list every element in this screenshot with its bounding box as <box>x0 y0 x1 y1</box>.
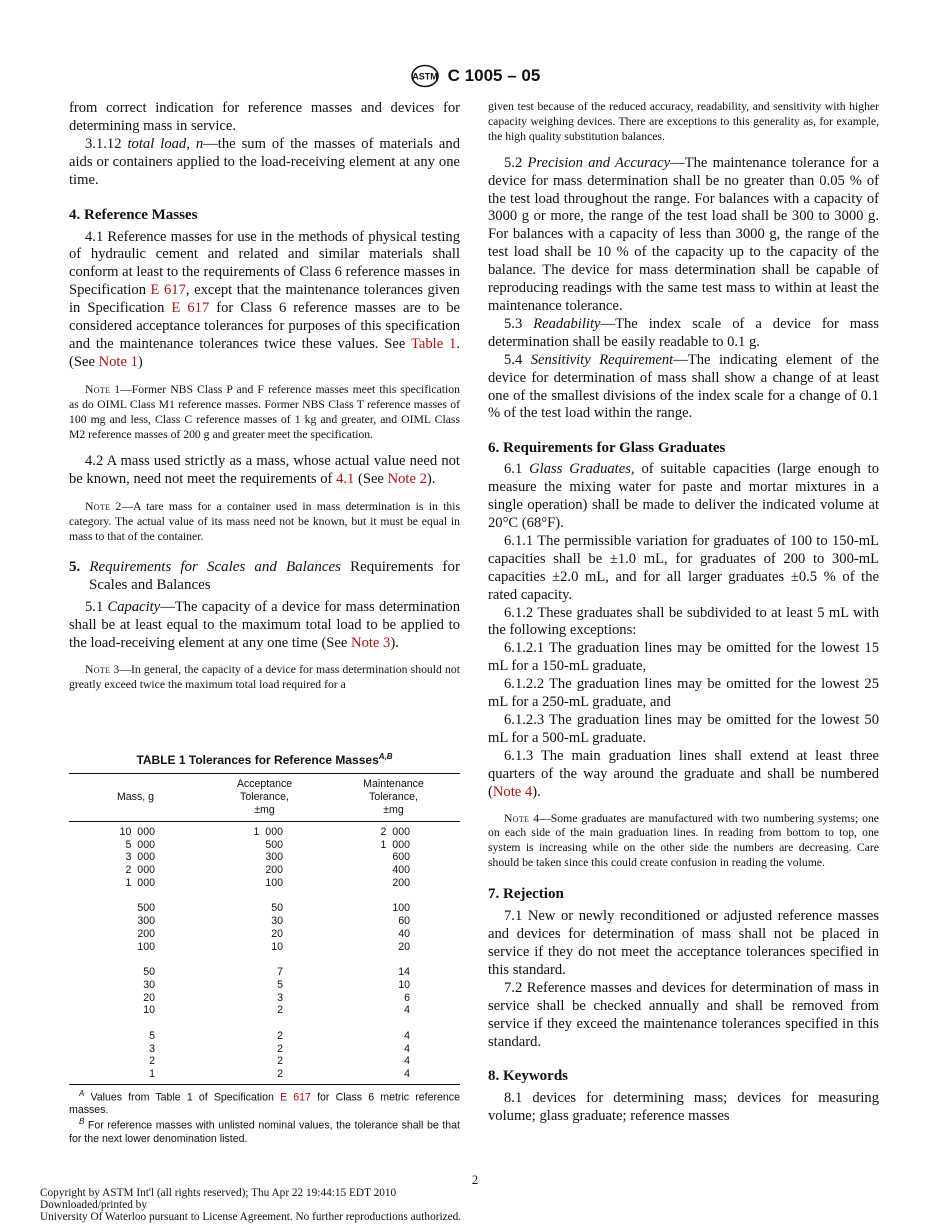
cell-maintenance: 4 <box>404 1004 410 1017</box>
page-number: 2 <box>471 1173 479 1187</box>
table-row <box>69 966 460 979</box>
cell-maintenance: 4 <box>404 1029 410 1042</box>
cell-acceptance: 200 <box>265 864 283 877</box>
paragraph-8-1: 8.1 devices for determining mass; devices for measuring volume; glass graduate; reference masses <box>488 1090 879 1125</box>
table-row <box>69 864 460 877</box>
link-note-1[interactable]: Note 1 <box>98 353 138 370</box>
table-row <box>69 1043 460 1056</box>
cell-mass: 30 <box>143 978 155 991</box>
paragraph-3-1-12: 3.1.12 total load, n—the sum of the masses of materials and aids or containers applied to the load-receiving element at any one time. <box>69 135 460 188</box>
table-header <box>69 774 460 821</box>
cell-mass: 20 <box>143 991 155 1004</box>
cell-maintenance: 1 000 <box>380 838 410 851</box>
table-row <box>69 928 460 941</box>
cell-acceptance: 7 <box>277 966 283 979</box>
cell-acceptance: 10 <box>271 940 283 953</box>
table-body <box>69 822 460 1081</box>
cell-mass: 500 <box>137 902 155 915</box>
table-row <box>69 826 460 839</box>
paragraph-4-1: 4.1 Reference masses for use in the methods of physical testing of hydraulic cement and related and similar materials shall conform at least to the requirements of Class 6 reference masses in Specification E 617, except that the maintenance tolerances given in Specification E 617 for Class 6 reference masses are to be considered acceptance tolerances for purposes of this specification and the maintenance tolerances twice these values. See Table 1. (See Note 1) <box>69 228 460 370</box>
cell-acceptance: 500 <box>265 838 283 851</box>
table-row <box>69 851 460 864</box>
note-3: Note 3—In general, the capacity of a device for mass determination should not greatly exceed twice the maximum total load required for a <box>69 662 460 691</box>
cell-mass: 1 000 <box>125 876 155 889</box>
note-4: Note 4—Some graduates are manufactured with two numbering systems; one on each side of the main graduation lines. In reading from bottom to top, one system is increasing while on the other side the numbers are decreasing. Care should be taken since this could create confusion in reading the volume. <box>488 811 879 870</box>
section-6-heading: 6. Requirements for Glass Graduates <box>488 440 726 457</box>
paragraph-5-4: 5.4 Sensitivity Requirement—The indicating element of the device for determination of mass shall show a change of at least one of the smallest divisions of the index scale for a change of 0.1 % of the test load within the range. <box>488 351 880 422</box>
cell-mass: 5 000 <box>125 838 155 851</box>
cell-acceptance: 100 <box>265 876 283 889</box>
table-row <box>69 1004 460 1017</box>
cell-acceptance: 30 <box>271 915 283 928</box>
section-5-heading: 5. Requirements for Scales and Balances Requirements for Scales and Balances <box>69 558 461 593</box>
cell-mass: 2 000 <box>125 864 155 877</box>
astm-logo-icon <box>410 64 440 88</box>
cell-mass: 5 <box>149 1029 155 1042</box>
paragraph-6-1-2-3: 6.1.2.3 The graduation lines may be omitted for the lowest 50 mL for a 500-mL graduate. <box>488 712 879 746</box>
cell-mass: 1 <box>149 1068 155 1080</box>
left-column <box>69 100 460 692</box>
footer-line-2: Downloaded/printed by <box>40 1198 147 1211</box>
cell-mass: 50 <box>143 966 155 979</box>
link-e617[interactable]: E 617 <box>150 282 186 299</box>
table-row <box>69 839 460 852</box>
cell-acceptance: 1 000 <box>253 826 283 838</box>
cell-acceptance: 2 <box>277 1029 283 1042</box>
cell-maintenance: 2 000 <box>380 826 410 838</box>
cell-maintenance: 100 <box>392 902 410 915</box>
cell-mass: 10 <box>143 1004 155 1017</box>
table-row <box>69 915 460 928</box>
cell-mass: 3 000 <box>125 851 155 864</box>
footer-line-1: Copyright by ASTM Int'l (all rights reserved); Thu Apr 22 19:44:15 EDT 2010 <box>40 1187 397 1199</box>
paragraph-6-1: 6.1 Glass Graduates, of suitable capacities (large enough to measure the mixing water for paste and mortar mixtures in a single operation) shall be made to deliver the indicated volume at 20°C (68°F). <box>488 461 880 532</box>
paragraph-continued: from correct indication for reference masses and devices for determining mass in service. <box>69 100 460 134</box>
copyright-footer <box>40 1188 461 1223</box>
page-header <box>0 64 950 88</box>
cell-maintenance: 200 <box>392 876 410 889</box>
cell-maintenance: 6 <box>404 991 410 1004</box>
link-note-4[interactable]: Note 4 <box>492 783 533 800</box>
table-1 <box>69 752 460 1145</box>
table-row <box>69 902 460 915</box>
paragraph-7-1: 7.1 New or newly reconditioned or adjusted reference masses and devices for determination of mass shall not be placed in service if they do not meet the acceptance tolerances specified in this standard. <box>488 908 879 978</box>
paragraph-4-2: 4.2 A mass used strictly as a mass, whose actual value need not be known, need not meet the requirements of 4.1 (See Note 2). <box>69 453 460 488</box>
table-row <box>69 1030 460 1043</box>
cell-acceptance: 2 <box>277 1055 283 1068</box>
cell-acceptance: 2 <box>277 1004 283 1017</box>
paragraph-6-1-1: 6.1.1 The permissible variation for graduates of 100 to 150-mL capacities shall be ±1.0 mL, for graduates of 200 to 300-mL capacities ±2.0 mL, and for all larger graduates ±0.5 % of the rated capacity. <box>488 532 879 603</box>
table-row <box>69 941 460 954</box>
table-row <box>69 877 460 890</box>
cell-acceptance: 2 <box>277 1068 283 1080</box>
table-footnote-b: $^B$ For reference masses with unlisted nominal values, the tolerance shall be that for the next lower denomination listed. <box>69 1117 460 1145</box>
paragraph-5-2: 5.2 Precision and Accuracy—The maintenance tolerance for a device for mass determination shall be no greater than 0.05 % of the test load throughout the range. For balances with a capacity of 3000 g or more, the range of the test load shall be 300 to 3000 g. For balances with a capacity of less than 3000 g, the range of the test load shall be 10 % of the capacity up to the capacity of the balance. The device for mass determination shall be capable of reproducing readings with the same test mass to within at least the maintenance tolerance. <box>488 154 879 314</box>
col-mass-header: Mass, g <box>116 791 155 803</box>
cell-acceptance: 5 <box>277 978 283 991</box>
paragraph-6-1-3: 6.1.3 The main graduation lines shall extend at least three quarters of the way around the graduate and shall be numbered (Note 4). <box>488 747 879 800</box>
note-1: Note 1—Former NBS Class P and F reference masses meet this specification as do OIML Class M1 reference masses. Former NBS Class T reference masses of 100 mg and less, Class C reference masses of 1 kg and greater, and OIML Class M2 reference masses of 200 g and greater meet the specification. <box>69 382 460 441</box>
paragraph-5-1: 5.1 Capacity—The capacity of a device for mass determination shall be at least equal to the maximum total load to be applied to the load-receiving element at any one time (See Note 3). <box>69 598 460 651</box>
cell-maintenance: 4 <box>404 1055 410 1068</box>
right-column <box>488 100 879 1126</box>
cell-acceptance: 3 <box>277 991 283 1004</box>
link-4-1[interactable]: 4.1 <box>336 471 355 488</box>
cell-maintenance: 10 <box>398 978 410 991</box>
table-footnote-a: $^A$ Values from Table 1 of Specification E 617 for Class 6 metric reference masses. <box>69 1088 460 1116</box>
cell-maintenance: 400 <box>392 864 410 877</box>
section-8-heading: 8. Keywords <box>488 1068 568 1085</box>
paragraph-6-1-2-2: 6.1.2.2 The graduation lines may be omitted for the lowest 25 mL for a 250-mL graduate, and <box>488 676 879 711</box>
link-e617-2[interactable]: E 617 <box>171 300 210 317</box>
cell-maintenance: 20 <box>398 940 410 953</box>
note-2: Note 2—A tare mass for a container used in mass determination is in this category. The actual value of its mass need not be known, but it must be equal in mass to that of the container. <box>69 500 460 544</box>
paragraph-6-1-2: 6.1.2 These graduates shall be subdivided to at least 5 mL with the following exceptions: <box>488 604 879 639</box>
paragraph-6-1-2-1: 6.1.2.1 The graduation lines may be omitted for the lowest 15 mL for a 150-mL graduate, <box>488 640 879 675</box>
section-7-heading: 7. Rejection <box>488 886 564 903</box>
cell-mass: 200 <box>137 927 155 940</box>
paragraph-5-3: 5.3 Readability—The index scale of a device for mass determination shall be easily readable to 0.1 g. <box>488 315 879 350</box>
table-title: TABLE 1 Tolerances for Reference Masses$^{A,B}$ <box>136 752 393 767</box>
paragraph-7-2: 7.2 Reference masses and devices for determination of mass in service shall be checked annually and shall be removed from service if they exceed the maintenance tolerances specified in this standard. <box>488 979 879 1050</box>
link-note-3[interactable]: Note 3 <box>351 634 391 651</box>
section-4-heading: 4. Reference Masses <box>69 206 198 223</box>
table-row <box>69 1055 460 1068</box>
note-3-continued: given test because of the reduced accuracy, readability, and sensitivity with higher capacity weighing devices. There are exceptions to this generality as, for example, the high quality substitution balances. <box>488 100 879 143</box>
cell-maintenance: 4 <box>404 1068 410 1080</box>
cell-mass: 10 000 <box>119 826 155 838</box>
link-table-1[interactable]: Table 1 <box>410 335 457 352</box>
cell-mass: 2 <box>149 1055 155 1068</box>
cell-mass: 3 <box>149 1042 155 1055</box>
col-maintenance-header: Maintenance Tolerance, ±mg <box>363 778 424 816</box>
cell-acceptance: 300 <box>265 851 283 864</box>
cell-maintenance: 600 <box>392 851 410 864</box>
document-designation: C 1005 – 05 <box>447 66 541 85</box>
col-acceptance-header: Acceptance Tolerance, ±mg <box>236 778 293 816</box>
link-note-2[interactable]: Note 2 <box>387 471 427 488</box>
cell-mass: 300 <box>137 915 155 928</box>
table-row <box>69 992 460 1005</box>
table-row <box>69 1068 460 1081</box>
cell-maintenance: 60 <box>398 915 410 928</box>
table-row <box>69 979 460 992</box>
link-e617-footnote[interactable]: E 617 <box>280 1091 311 1104</box>
footer-line-3: University Of Waterloo pursuant to License Agreement. No further reproductions authorized. <box>40 1210 462 1223</box>
cell-maintenance: 14 <box>398 966 410 979</box>
cell-mass: 100 <box>137 940 155 953</box>
svg-text:ASTM: ASTM <box>411 71 438 82</box>
cell-maintenance: 40 <box>398 927 410 940</box>
cell-acceptance: 2 <box>277 1042 283 1055</box>
cell-maintenance: 4 <box>404 1042 410 1055</box>
cell-acceptance: 20 <box>271 927 283 940</box>
cell-acceptance: 50 <box>271 902 283 915</box>
